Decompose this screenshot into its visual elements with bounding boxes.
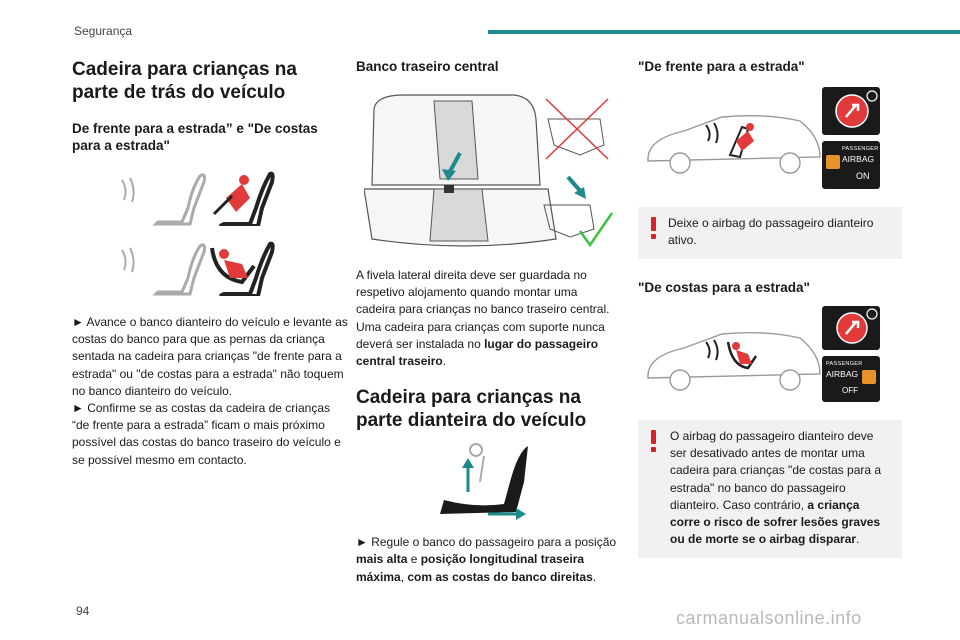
section-label: Segurança <box>74 24 133 38</box>
subtitle: De frente para a estrada” e "De costas para a estrada" <box>72 121 318 153</box>
rear-central-paragraph: A fivela lateral direita deve ser guardada no respetivo alojamento quando montar uma cadeira para crianças no banco traseiro central. Uma cadeira para crianças com suporte nunca deverá ser instalada no lugar do passageiro central traseiro. <box>356 268 610 369</box>
forward-facing-heading: "De frente para a estrada" <box>638 59 805 74</box>
page-number: 94 <box>76 604 90 618</box>
instruction-step-1: ► Avance o banco dianteiro do veículo e levante as costas do banco para que as pernas da criança sentada na cadeira para crianças "de frente para a estrada" ou "de costas para a estrada" não toquem no banco dianteiro do veículo. <box>72 315 348 398</box>
rear-facing-heading: "De costas para a estrada" <box>638 280 810 295</box>
page-title: Cadeira para crianças na parte de trás do veículo <box>72 59 297 103</box>
car-side-icon <box>644 328 822 392</box>
warning-exclamation-icon <box>650 430 657 452</box>
section-accent-bar <box>488 30 960 34</box>
airbag-on-label: PASSENGER AIRBAG ON <box>822 141 880 189</box>
warning-airbag-deactivate: O airbag do passageiro dianteiro deve ser desativado antes de montar uma cadeira para crianças "de costas para a estrada" no banco do passageiro dianteiro. Caso contrário, a criança corre o risco de sofrer lesões graves ou de morte se o airbag disparar. <box>638 420 902 558</box>
column-left <box>72 58 348 469</box>
airbag-off-icon <box>826 155 840 169</box>
airbag-off-label: PASSENGER AIRBAG OFF <box>822 356 880 402</box>
instruction-step-2: ► Confirme se as costas da cadeira de crianças “de frente para a estrada” ficam o mais próximo possível das costas do banco traseiro do veículo e se possível mesmo em contacto. <box>72 401 341 467</box>
forward-facing-seat-icon <box>116 168 348 226</box>
watermark: carmanualsonline.info <box>676 608 862 628</box>
airbag-off-icon <box>862 370 876 384</box>
child-seat-warning-icon <box>822 87 880 135</box>
front-seat-adjust-icon <box>424 442 618 520</box>
front-seat-step: ► Regule o banco do passageiro para a posição mais alta e posição longitudinal traseira máxima, com as costas do banco direitas. <box>356 535 617 584</box>
warning-exclamation-icon <box>650 217 657 239</box>
column-right <box>638 58 902 558</box>
car-side-icon <box>644 111 822 175</box>
child-seat-warning-icon <box>822 306 880 350</box>
rear-facing-figure <box>638 306 902 406</box>
rear-facing-seat-icon <box>116 238 348 296</box>
section-title-front: Cadeira para crianças na parte dianteira do veículo <box>356 387 587 432</box>
section-heading: Banco traseiro central <box>356 59 499 74</box>
column-middle <box>356 58 618 586</box>
warning-airbag-active: Deixe o airbag do passageiro dianteiro ativo. <box>638 207 902 259</box>
rear-bench-illustration <box>364 89 618 253</box>
forward-facing-figure <box>638 87 902 191</box>
